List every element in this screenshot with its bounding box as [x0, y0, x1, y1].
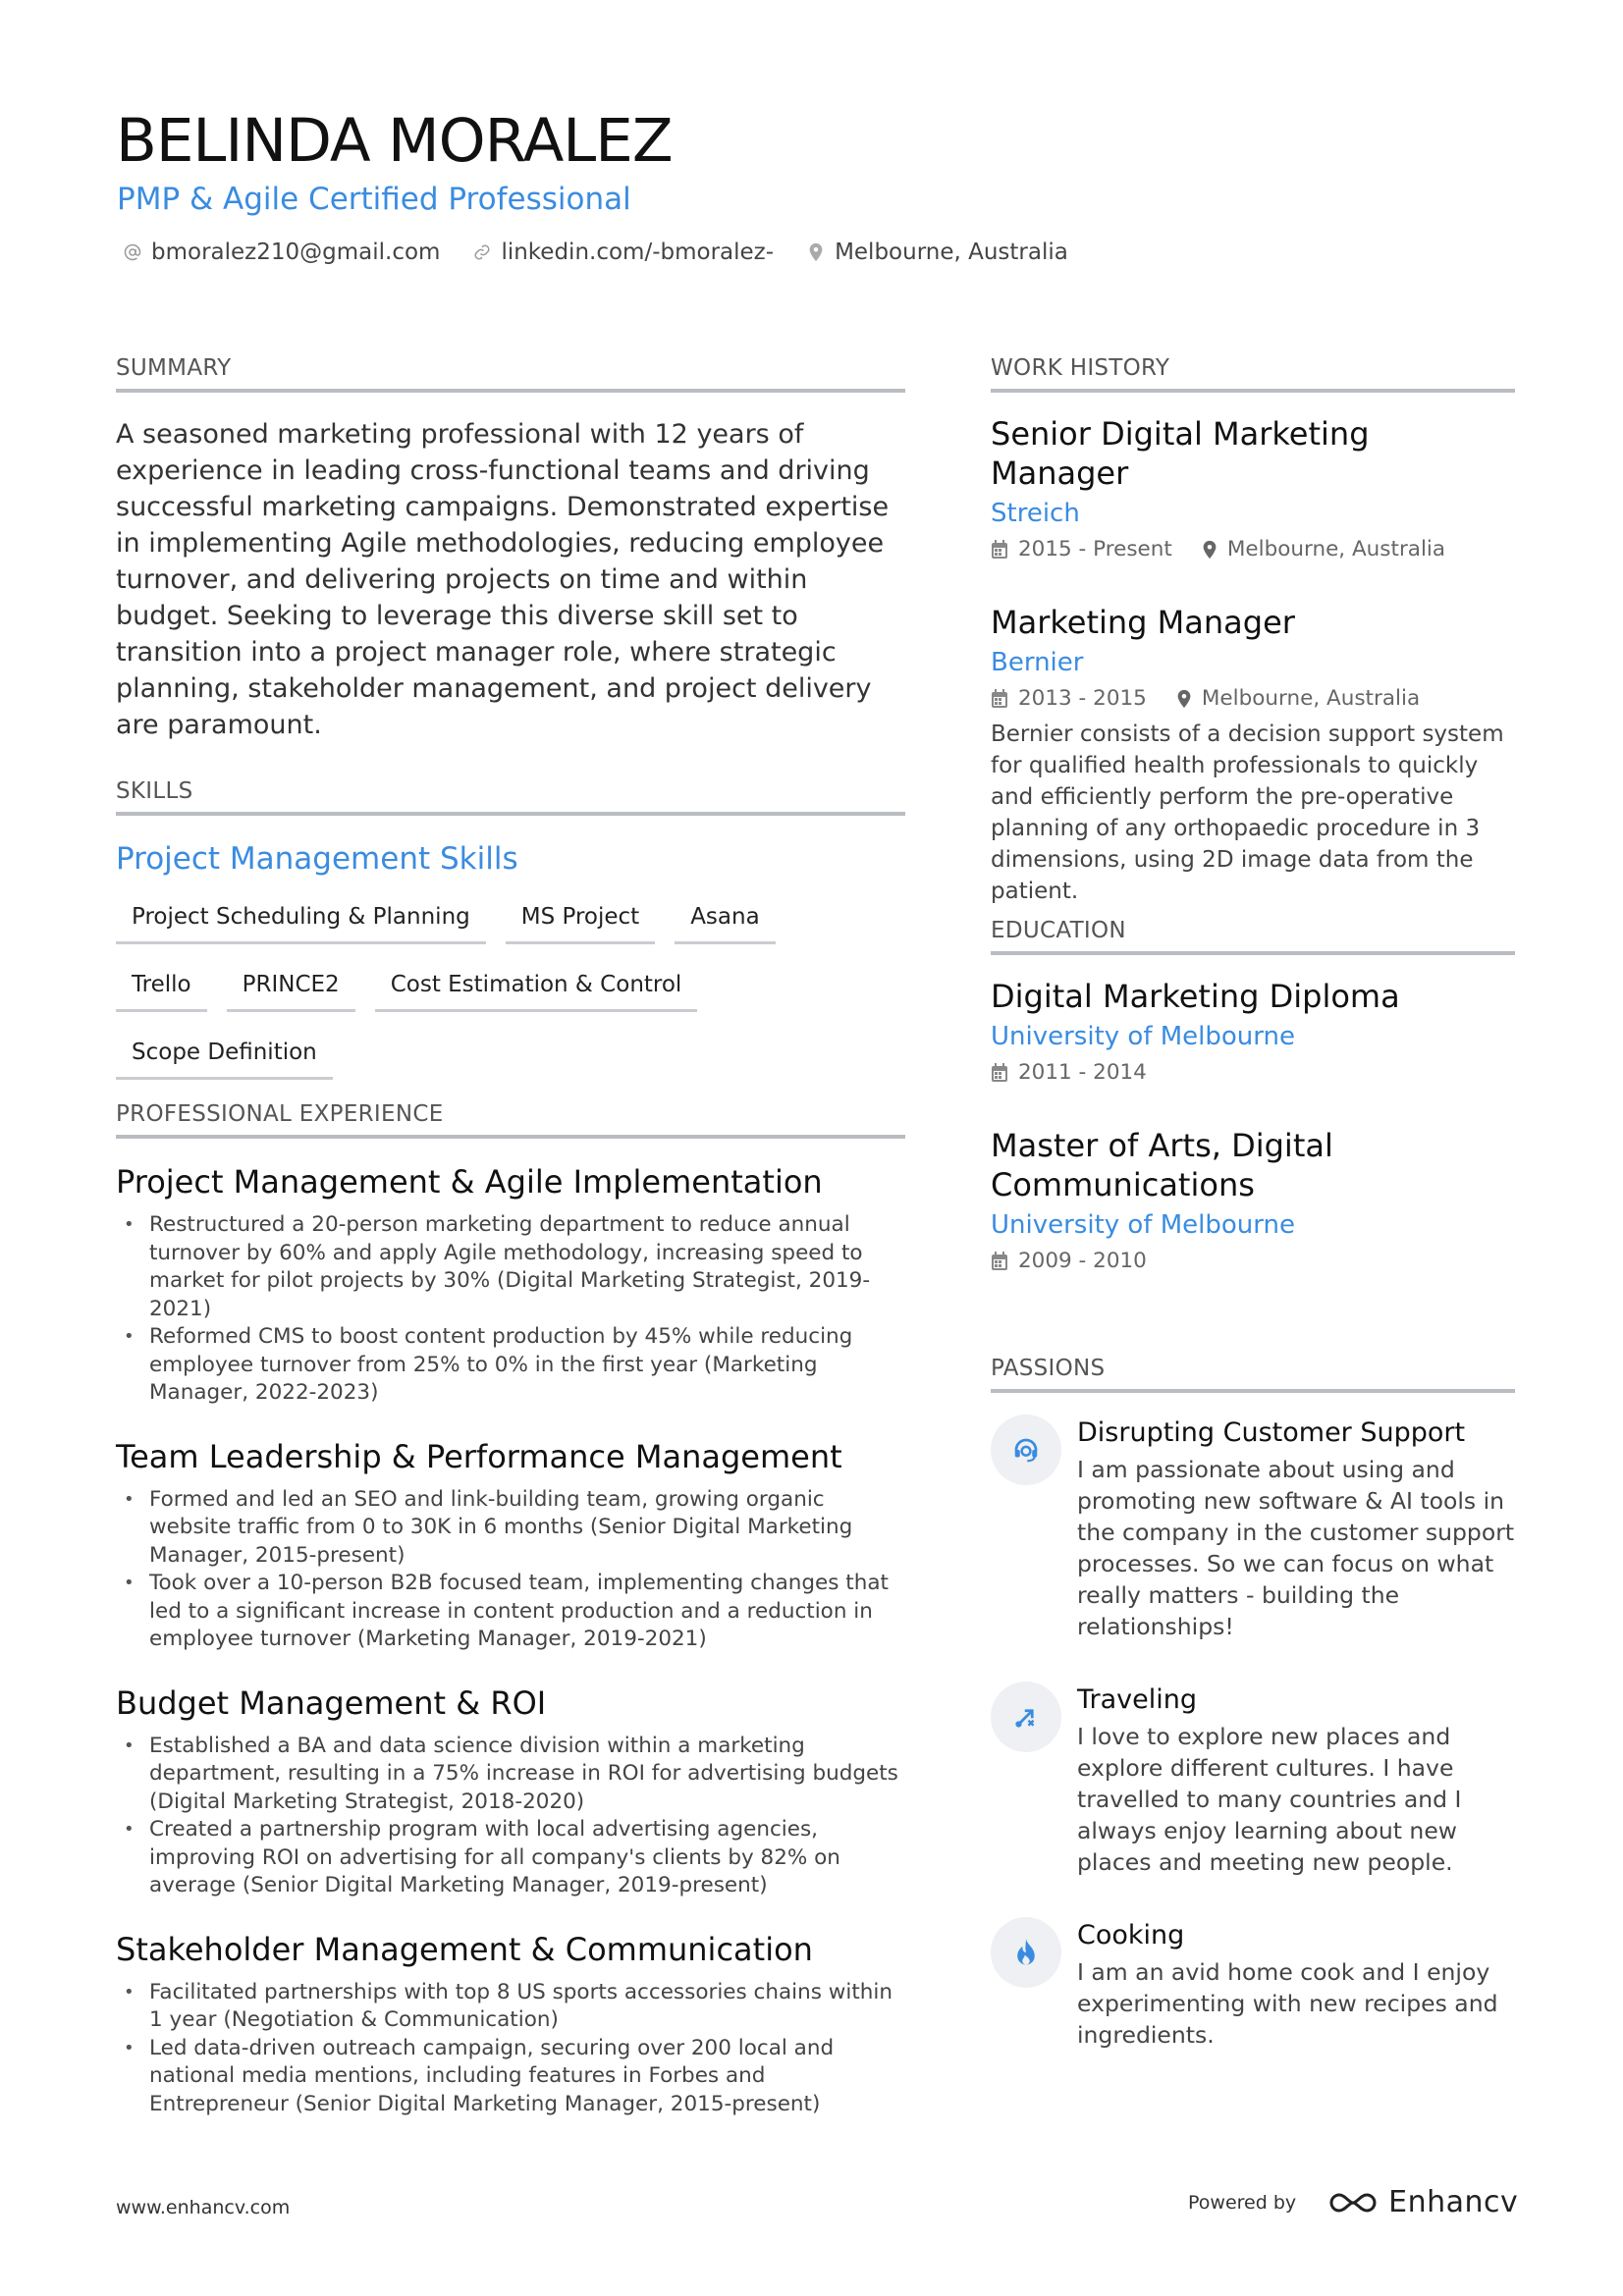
education-section	[991, 916, 1515, 1275]
calendar-icon	[991, 1252, 1008, 1271]
skill-tags	[116, 892, 905, 1095]
education-meta	[991, 1248, 1515, 1275]
passion-item	[991, 1416, 1515, 1642]
location-text: Melbourne, Australia	[1201, 686, 1421, 711]
bullet: • Led data-driven outreach campaign, securing over 200 local and national media mentions, including features in Forbes and Entrepreneur (Senior Digital Marketing Manager, 2015-present)	[116, 2035, 905, 2119]
summary-text: A seasoned marketing professional with 12 years of experience in leading cross-functional teams and driving successful marketing campaigns. Demonstrated expertise in implementing Agile methodologies, reducing employee turnover, and delivering projects on time and within budget. Seeking to leverage this diverse skill set to transition into a project manager role, where strategic planning, stakeholder management, and project delivery are paramount.	[116, 419, 890, 740]
work-history-section	[991, 353, 1515, 907]
job-dates	[991, 685, 1147, 713]
passion-item	[991, 1683, 1515, 1878]
experience-heading: Project Management & Agile Implementation	[116, 1163, 823, 1201]
bullet: • Formed and led an SEO and link-building team, growing organic website traffic from 0 to 30K in 6 months (Senior Digital Marketing Manager, 2015-present)	[116, 1486, 905, 1571]
experience-title: PROFESSIONAL EXPERIENCE	[116, 1099, 905, 1139]
bullet: • Took over a 10-person B2B focused team, implementing changes that led to a significant increase in content production and a reduction in employee turnover (Marketing Manager, 2019-2021)	[116, 1570, 905, 1654]
degree-title: Master of Arts, Digital Communications	[991, 1127, 1333, 1203]
passion-title: Disrupting Customer Support	[1077, 1417, 1466, 1448]
job-entry	[991, 603, 1515, 907]
dates-text: 2013 - 2015	[1018, 686, 1147, 711]
summary-title: SUMMARY	[116, 353, 905, 393]
flame-icon	[991, 1917, 1061, 1988]
education-entry	[991, 1126, 1515, 1275]
skill-tag: Asana	[675, 892, 775, 944]
calendar-icon	[991, 1063, 1008, 1083]
passion-body	[1077, 1919, 1515, 2051]
headset-icon	[991, 1415, 1061, 1485]
location-pin-icon	[1176, 689, 1192, 709]
bullet: • Facilitated partnerships with top 8 US sports accessories chains within 1 year (Negotiation & Communication)	[116, 1979, 905, 2035]
company-name[interactable]: Streich	[991, 499, 1080, 528]
skill-tag: MS Project	[506, 892, 655, 944]
job-location	[1202, 536, 1445, 563]
experience-bullets	[116, 1979, 905, 2119]
education-entry	[991, 977, 1515, 1087]
dates-text: 2011 - 2014	[1018, 1060, 1147, 1085]
education-dates	[991, 1059, 1147, 1087]
contact-email[interactable]	[122, 240, 440, 265]
experience-bullets	[116, 1733, 905, 1900]
brand-name: Enhancv	[1388, 2185, 1519, 2219]
job-meta	[991, 536, 1515, 563]
skill-tag: Scope Definition	[116, 1028, 333, 1080]
dates-text: 2009 - 2010	[1018, 1249, 1147, 1273]
school-name[interactable]: University of Melbourne	[991, 1210, 1295, 1240]
passion-title: Traveling	[1077, 1684, 1198, 1715]
experience-bullets	[116, 1486, 905, 1654]
passion-body	[1077, 1416, 1515, 1642]
job-title: Marketing Manager	[991, 604, 1295, 641]
job-dates	[991, 536, 1172, 563]
linkedin-text: linkedin.com/-bmoralez-	[501, 240, 775, 265]
degree-title: Digital Marketing Diploma	[991, 978, 1400, 1015]
experience-item	[116, 1930, 905, 2119]
passion-title: Cooking	[1077, 1920, 1185, 1950]
experience-heading: Budget Management & ROI	[116, 1683, 547, 1722]
bullet: • Created a partnership program with local advertising agencies, improving ROI on advertising for all company's clients by 82% on average (Senior Digital Marketing Manager, 2019-present)	[116, 1816, 905, 1900]
experience-bullets	[116, 1211, 905, 1408]
dates-text: 2015 - Present	[1018, 537, 1172, 561]
infinity-logo-icon	[1325, 2189, 1380, 2216]
passions-section	[991, 1354, 1515, 2051]
summary-section	[116, 353, 905, 743]
bullet: • Reformed CMS to boost content production by 45% while reducing employee turnover from 25% to 0% in the first year (Marketing Manager, 2022-2023)	[116, 1323, 905, 1408]
email-text: bmoralez210@gmail.com	[151, 240, 441, 265]
location-pin-icon	[1202, 540, 1217, 560]
route-icon	[991, 1682, 1061, 1752]
company-name[interactable]: Bernier	[991, 648, 1084, 677]
education-title: EDUCATION	[991, 916, 1515, 955]
job-location	[1176, 685, 1420, 713]
skill-tag: Project Scheduling & Planning	[116, 892, 486, 944]
passion-body	[1077, 1683, 1515, 1878]
passion-item	[991, 1919, 1515, 2051]
experience-item	[116, 1437, 905, 1654]
experience-heading: Stakeholder Management & Communication	[116, 1930, 813, 1968]
contact-bar	[122, 240, 1100, 265]
skill-tag: Cost Estimation & Control	[375, 960, 698, 1012]
calendar-icon	[991, 540, 1008, 560]
work-history-title: WORK HISTORY	[991, 353, 1515, 393]
contact-location	[805, 240, 1068, 265]
passion-text: I love to explore new places and explore different cultures. I have travelled to many countries and I always enjoy learning about new places and meeting new people.	[1077, 1723, 1462, 1876]
experience-item	[116, 1162, 905, 1408]
education-meta	[991, 1059, 1515, 1087]
link-icon	[471, 241, 493, 263]
candidate-name: BELINDA MORALEZ	[116, 106, 673, 176]
passion-text: I am an avid home cook and I enjoy experimenting with new recipes and ingredients.	[1077, 1958, 1498, 2049]
passion-text: I am passionate about using and promoting new software & AI tools in the company in the customer support processes. So we can focus on what really matters - building the relationships!	[1077, 1456, 1515, 1640]
job-meta	[991, 685, 1515, 713]
at-icon	[122, 241, 143, 263]
calendar-icon	[991, 689, 1008, 709]
experience-item	[116, 1683, 905, 1900]
location-pin-icon	[805, 241, 827, 263]
footer-website-link[interactable]: www.enhancv.com	[116, 2197, 291, 2218]
brand-logo[interactable]	[1325, 2185, 1518, 2219]
education-dates	[991, 1248, 1147, 1275]
location-text: Melbourne, Australia	[1226, 537, 1446, 561]
headline: PMP & Agile Certified Professional	[117, 182, 631, 217]
bullet: • Restructured a 20-person marketing department to reduce annual turnover by 60% and apply Agile methodology, increasing speed to market for pilot projects by 30% (Digital Marketing Strategist, 2019-2021)	[116, 1211, 905, 1323]
school-name[interactable]: University of Melbourne	[991, 1022, 1295, 1051]
skills-title: SKILLS	[116, 776, 905, 816]
bullet: • Established a BA and data science division within a marketing department, resulting in a 75% increase in ROI for advertising budgets (Digital Marketing Strategist, 2018-2020)	[116, 1733, 905, 1817]
skill-tag: Trello	[116, 960, 207, 1012]
experience-section	[116, 1099, 905, 2118]
skill-category: Project Management Skills	[116, 841, 518, 877]
skills-section	[116, 776, 905, 1095]
job-title: Senior Digital Marketing Manager	[991, 415, 1370, 492]
job-description: Bernier consists of a decision support system for qualified health professionals to quickly and efficiently perform the pre-operative planning of any orthopaedic procedure in 3 dimensions, using 2D image data from the patient.	[991, 721, 1504, 904]
passions-title: PASSIONS	[991, 1354, 1515, 1393]
powered-by-text: Powered by	[1188, 2191, 1297, 2214]
job-entry	[991, 414, 1515, 563]
footer-branding	[1188, 2185, 1518, 2219]
location-text: Melbourne, Australia	[835, 240, 1068, 265]
experience-heading: Team Leadership & Performance Management	[116, 1437, 842, 1475]
contact-linkedin[interactable]	[471, 240, 774, 265]
skill-tag: PRINCE2	[227, 960, 355, 1012]
